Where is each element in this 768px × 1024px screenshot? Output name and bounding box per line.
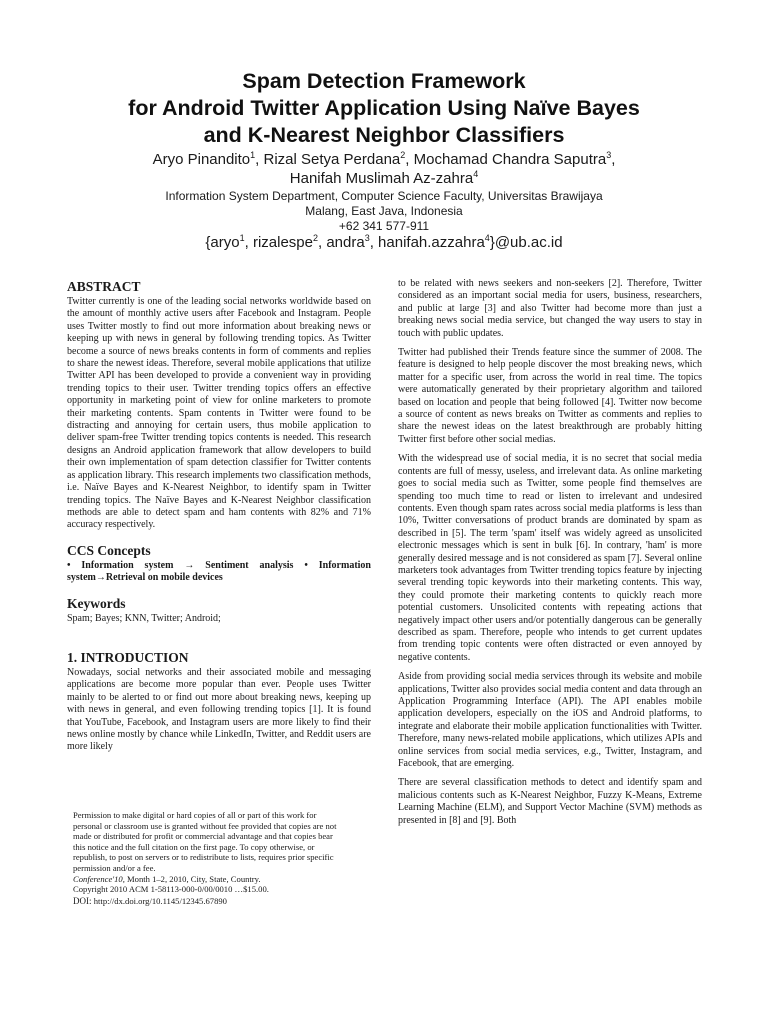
body-paragraph-1: to be related with news seekers and non-seekers [2]. Therefore, Twitter considered as an important social media for users, business, researchers, and public at large [3] and also Twitter had become more than just a breaking news social media service, but changed the way users to stay in touch with public updates. [398,278,702,339]
author-name: Aryo Pinandito [152,151,251,168]
email-mark: 1 [239,233,245,243]
title-line-1: Spam Detection Framework [242,69,526,93]
body-paragraph-5: There are several classification methods to detect and identify spam and malicious contents such as K-Nearest Neighbor, Fuzzy K-Means, Extreme Learning Machine (ELM), and Support Vector Machine (SVM) methods as presented in [8] and [9]. Both [398,777,702,826]
abstract-heading: ABSTRACT [67,279,141,294]
introduction-text: Nowadays, social networks and their associated mobile and messaging applications are become more popular than ever. People uses Twitter mainly to be alerted to or find out more about breaking news, keeping up with news in general, and even following trending topics [1]. It is found that YouTube, Facebook, and Instagram users are more likely to find their news online mostly by chance while LinkedIn, Twitter, and Reddit users are more likely [67,666,371,753]
title-line-2: for Android Twitter Application Using Naïve Bayes [128,96,640,120]
abstract-text: Twitter currently is one of the leading social networks worldwide based on the amount of monthly active users after Facebook and Instagram. People uses Twitter mostly to find out more information about breaking news or keeping up with news in general by following trending topics. As Twitter become a source of news breaks contents in form of comments and replies to share the newest ideas. Therefore, several mobile applications that utilize Twitter API has been developed to provide a convenient way in providing trending topics to their user. Twitter trending topics offers an effective opportunity in marketing point of view for online marketers to promote their marketing contents. Spam contents in Twitter were found to be distracting and annoying for certain users, thus mobile application to deliver spam-free Twitter trending topics contents is needed. This research designs an Android application framework that allow developers to build their own implementation of spam detection classifier for Twitter contents as application library. This research implements two classification methods, i.e. Naïve Bayes and K-Nearest Neighbor, to identify spam in Twitter trending topics. The Naïve Bayes and K-Nearest Neighbor classification methods are able to detect spam and ham contents with 82% and 71% accuracy respectively. [67,296,371,531]
email-part: , hanifah.azzahra [369,234,485,251]
conference-name: Conference'10, [73,873,125,884]
left-column [67,278,371,754]
affiliation-location: Malang, East Java, Indonesia [305,204,463,218]
keywords-heading: Keywords [67,595,126,611]
affiliation [60,189,708,234]
title-line-3: and K-Nearest Neighbor Classifiers [203,123,565,147]
paper-title [60,68,708,149]
author-line-2 [60,169,708,188]
copyright-line: Copyright 2010 ACM 1-58113-000-0/00/0010 …$15.00. [73,884,269,895]
affiliation-phone: +62 341 577-911 [338,219,430,233]
author-name: Hanifah Muslimah Az-zahra [289,170,474,187]
doi-label: DOI: [73,895,94,906]
right-column [398,278,702,834]
author-affil-mark: 3 [606,150,612,160]
author-line-1 [60,150,708,169]
author-emails [60,233,708,252]
email-part: {aryo [205,234,240,251]
email-part: }@ub.ac.id [489,234,563,251]
author-affil-mark: 2 [400,150,406,160]
email-mark: 3 [364,233,370,243]
author-name: , Rizal Setya Perdana [255,151,401,168]
body-paragraph-2: Twitter had published their Trends feature since the summer of 2008. The feature is designed to help people discover the most breaking news, which matter for a specific user, from across the world in real time. The topics were automatically generated by their proprietary algorithm and tailored based on location and people that being followed [4]. Twitter now become a source of content as news breaks on Twitter as comments and replies to share the newest ideas on the latest breakthrough are probably hitting Twitter first before other social medias. [398,347,702,445]
email-mark: 4 [484,233,490,243]
conference-details: Month 1–2, 2010, City, State, Country. [124,873,261,884]
ccs-text: • Information system → Sentiment analysis • Information system→Retrieval on mobile devices [67,559,371,584]
conference-line [73,874,345,885]
body-paragraph-4: Aside from providing social media services through its website and mobile applications, Twitter also provides social media content and data through an Application Programming Interface (API). The API enables mobile application developers, especially on the iOS and Android platforms, to integrate and elaborate their mobile application functionalities with Twitter. Therefore, many news-related mobile applications, which utilizes APIs and online services from social media services, e.g., Twitter, Instagram, and Facebook, that are emerging. [398,671,702,770]
permission-block [73,810,345,906]
introduction-heading: 1. INTRODUCTION [67,649,189,665]
doi-link[interactable]: http://dx.doi.org/10.1145/12345.67890 [93,895,227,906]
author-affil-mark: 4 [473,169,479,179]
email-part: , rizalespe [244,234,313,251]
keywords-text: Spam; Bayes; KNN, Twitter; Android; [67,612,221,624]
email-part: , andra [318,234,365,251]
author-name: , Mochamad Chandra Saputra [405,151,607,168]
body-paragraph-3: With the widespread use of social media, it is no secret that social media contents are full of messy, useless, and irrelevant data. As online marketing goes to social media such as Twitter, some people find themselves are spending too much time to read or listen to irrelevant and undesired contents. Even though spam rates across social media platforms is less than 10%, Twitter conversations of product brands are dominated by spam as described in [5]. The term 'spam' itself was widely agreed as unsolicited electronic messages which is sent in bulk [6]. In contrary, 'ham' is more generally desired message and is not considered as spam [7]. Several online marketers took advantages from Twitter trending topics feature by injecting several trending topic keywords into their marketing contents. This way, they could promote their marketing contents to quickly reach more potential customers. Unsolicited contents with repeating actions that negatively impact other users and/or potentially dangerous can be generally described as spam. Therefore, people who intends to get current updates from trending topic contents were often distracted or even annoyed by negative contents. [398,453,702,663]
email-mark: 2 [312,233,318,243]
affiliation-department: Information System Department, Computer Science Faculty, Universitas Brawijaya [165,189,603,203]
author-affil-mark: 1 [250,150,256,160]
permission-text: Permission to make digital or hard copies of all or part of this work for personal or classroom use is granted without fee provided that copies are not made or distributed for profit or commercial advantage and that copies bear this notice and the full citation on the first page. To copy otherwise, or republish, to post on servers or to redistribute to lists, requires prior specific permission and/or a fee. [73,810,337,873]
ccs-heading: CCS Concepts [67,542,151,558]
author-separator: , [611,151,616,168]
author-list [60,150,708,188]
doi-line [73,896,345,907]
